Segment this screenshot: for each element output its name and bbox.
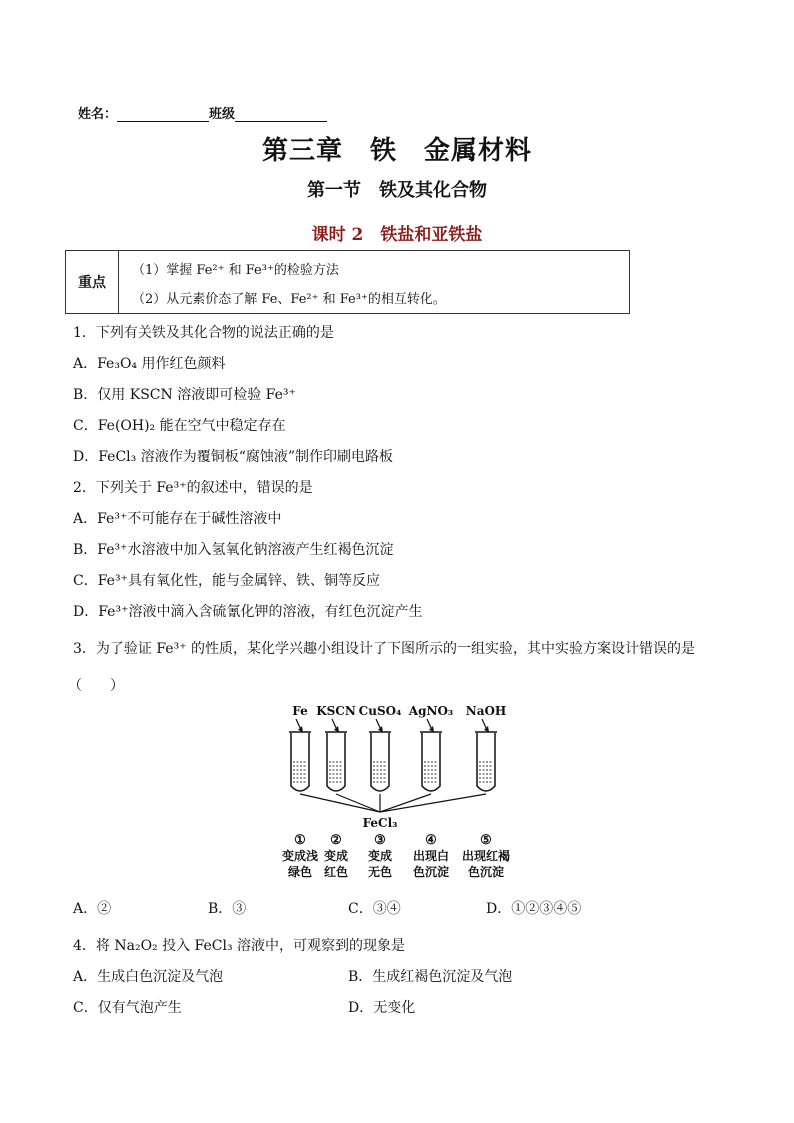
arrowhead-2 xyxy=(334,726,339,732)
q1-option-d[interactable]: D．FeCl₃ 溶液作为覆铜板“腐蚀液”制作印刷电路板 xyxy=(73,449,394,465)
q4-option-d[interactable]: D．无变化 xyxy=(348,1000,416,1016)
reagent-label-1: Fe xyxy=(292,704,308,718)
class-blank[interactable] xyxy=(235,109,327,122)
q1-option-a[interactable]: A．Fe₃O₄ 用作红色颜料 xyxy=(73,356,226,372)
result-line1-3: 变成 xyxy=(367,849,393,863)
q3-option-a[interactable]: A．② xyxy=(73,901,112,917)
tube-number-5: ⑤ xyxy=(480,833,492,848)
q3-option-d[interactable]: D．①②③④⑤ xyxy=(486,901,582,917)
name-label: 姓名： xyxy=(78,107,118,122)
q1-option-b[interactable]: B．仅用 KSCN 溶液即可检验 Fe³⁺ xyxy=(73,387,296,403)
lesson-title: 课时 2 铁盐和亚铁盐 xyxy=(311,225,483,245)
name-class-line xyxy=(78,103,327,122)
tube-number-1: ① xyxy=(294,833,306,848)
section-title: 第一节 铁及其化合物 xyxy=(307,180,487,201)
q3-answer-paren[interactable]: （ ） xyxy=(68,678,124,694)
reagent-label-5: NaOH xyxy=(465,704,507,718)
class-label: 班级 xyxy=(209,107,236,122)
q2-option-b[interactable]: B．Fe³⁺水溶液中加入氢氧化钠溶液产生红褐色沉淀 xyxy=(73,542,394,558)
arrowhead-1 xyxy=(298,726,303,732)
arrowhead-5 xyxy=(484,726,489,732)
tube-number-3: ③ xyxy=(374,833,386,848)
chapter-title: 第三章 铁 金属材料 xyxy=(261,136,532,166)
name-blank[interactable] xyxy=(117,109,209,122)
result-line2-3: 无色 xyxy=(367,865,393,879)
tube-number-4: ④ xyxy=(425,833,437,848)
q4-option-a[interactable]: A．生成白色沉淀及气泡 xyxy=(73,969,224,985)
result-line1-5: 出现红褐 xyxy=(461,849,511,863)
center-solution-label: FeCl₃ xyxy=(362,816,398,830)
q2-option-d[interactable]: D．Fe³⁺溶液中滴入含硫氰化钾的溶液，有红色沉淀产生 xyxy=(73,604,423,620)
result-line1-1: 变成浅 xyxy=(281,849,319,863)
key-point-2: （2）从元素价态了解 Fe、Fe²⁺ 和 Fe³⁺的相互转化。 xyxy=(132,292,446,307)
q4-option-b[interactable]: B．生成红褐色沉淀及气泡 xyxy=(348,969,513,985)
result-line2-1: 绿色 xyxy=(287,865,313,879)
key-point-1: （1）掌握 Fe²⁺ 和 Fe³⁺的检验方法 xyxy=(132,263,339,278)
q2-option-a[interactable]: A．Fe³⁺不可能存在于碱性溶液中 xyxy=(73,511,282,527)
q2-stem: 2．下列关于 Fe³⁺的叙述中，错误的是 xyxy=(73,480,313,496)
result-line2-2: 红色 xyxy=(323,865,349,879)
result-line1-2: 变成 xyxy=(323,849,349,863)
q2-option-c[interactable]: C．Fe³⁺具有氧化性，能与金属锌、铁、铜等反应 xyxy=(73,573,380,589)
tube-number-2: ② xyxy=(330,833,342,848)
result-line1-4: 出现白 xyxy=(412,849,450,863)
arrowhead-3 xyxy=(378,726,383,732)
fecl3-experiment-diagram xyxy=(258,700,538,885)
q1-stem: 1．下列有关铁及其化合物的说法正确的是 xyxy=(73,325,334,341)
q3-option-b[interactable]: B．③ xyxy=(208,901,247,917)
q3-option-c[interactable]: C．③④ xyxy=(348,901,401,917)
key-points-label: 重点 xyxy=(66,251,119,313)
q4-stem: 4．将 Na₂O₂ 投入 FeCl₃ 溶液中，可观察到的现象是 xyxy=(73,938,406,954)
result-line2-5: 色沉淀 xyxy=(467,865,505,879)
reagent-label-3: CuSO₄ xyxy=(358,704,402,718)
q3-stem: 3．为了验证 Fe³⁺ 的性质，某化学兴趣小组设计了下图所示的一组实验，其中实验方案设计错误的是 xyxy=(73,641,696,657)
arrowhead-4 xyxy=(429,726,434,732)
q4-option-c[interactable]: C．仅有气泡产生 xyxy=(73,1000,182,1016)
connector-4 xyxy=(380,794,431,812)
result-line2-4: 色沉淀 xyxy=(412,865,450,879)
key-points-table xyxy=(65,250,630,314)
q1-option-c[interactable]: C．Fe(OH)₂ 能在空气中稳定存在 xyxy=(73,418,286,434)
reagent-label-4: AgNO₃ xyxy=(408,704,454,718)
connector-1 xyxy=(300,794,380,812)
connector-5 xyxy=(380,794,486,812)
reagent-label-2: KSCN xyxy=(316,704,356,718)
